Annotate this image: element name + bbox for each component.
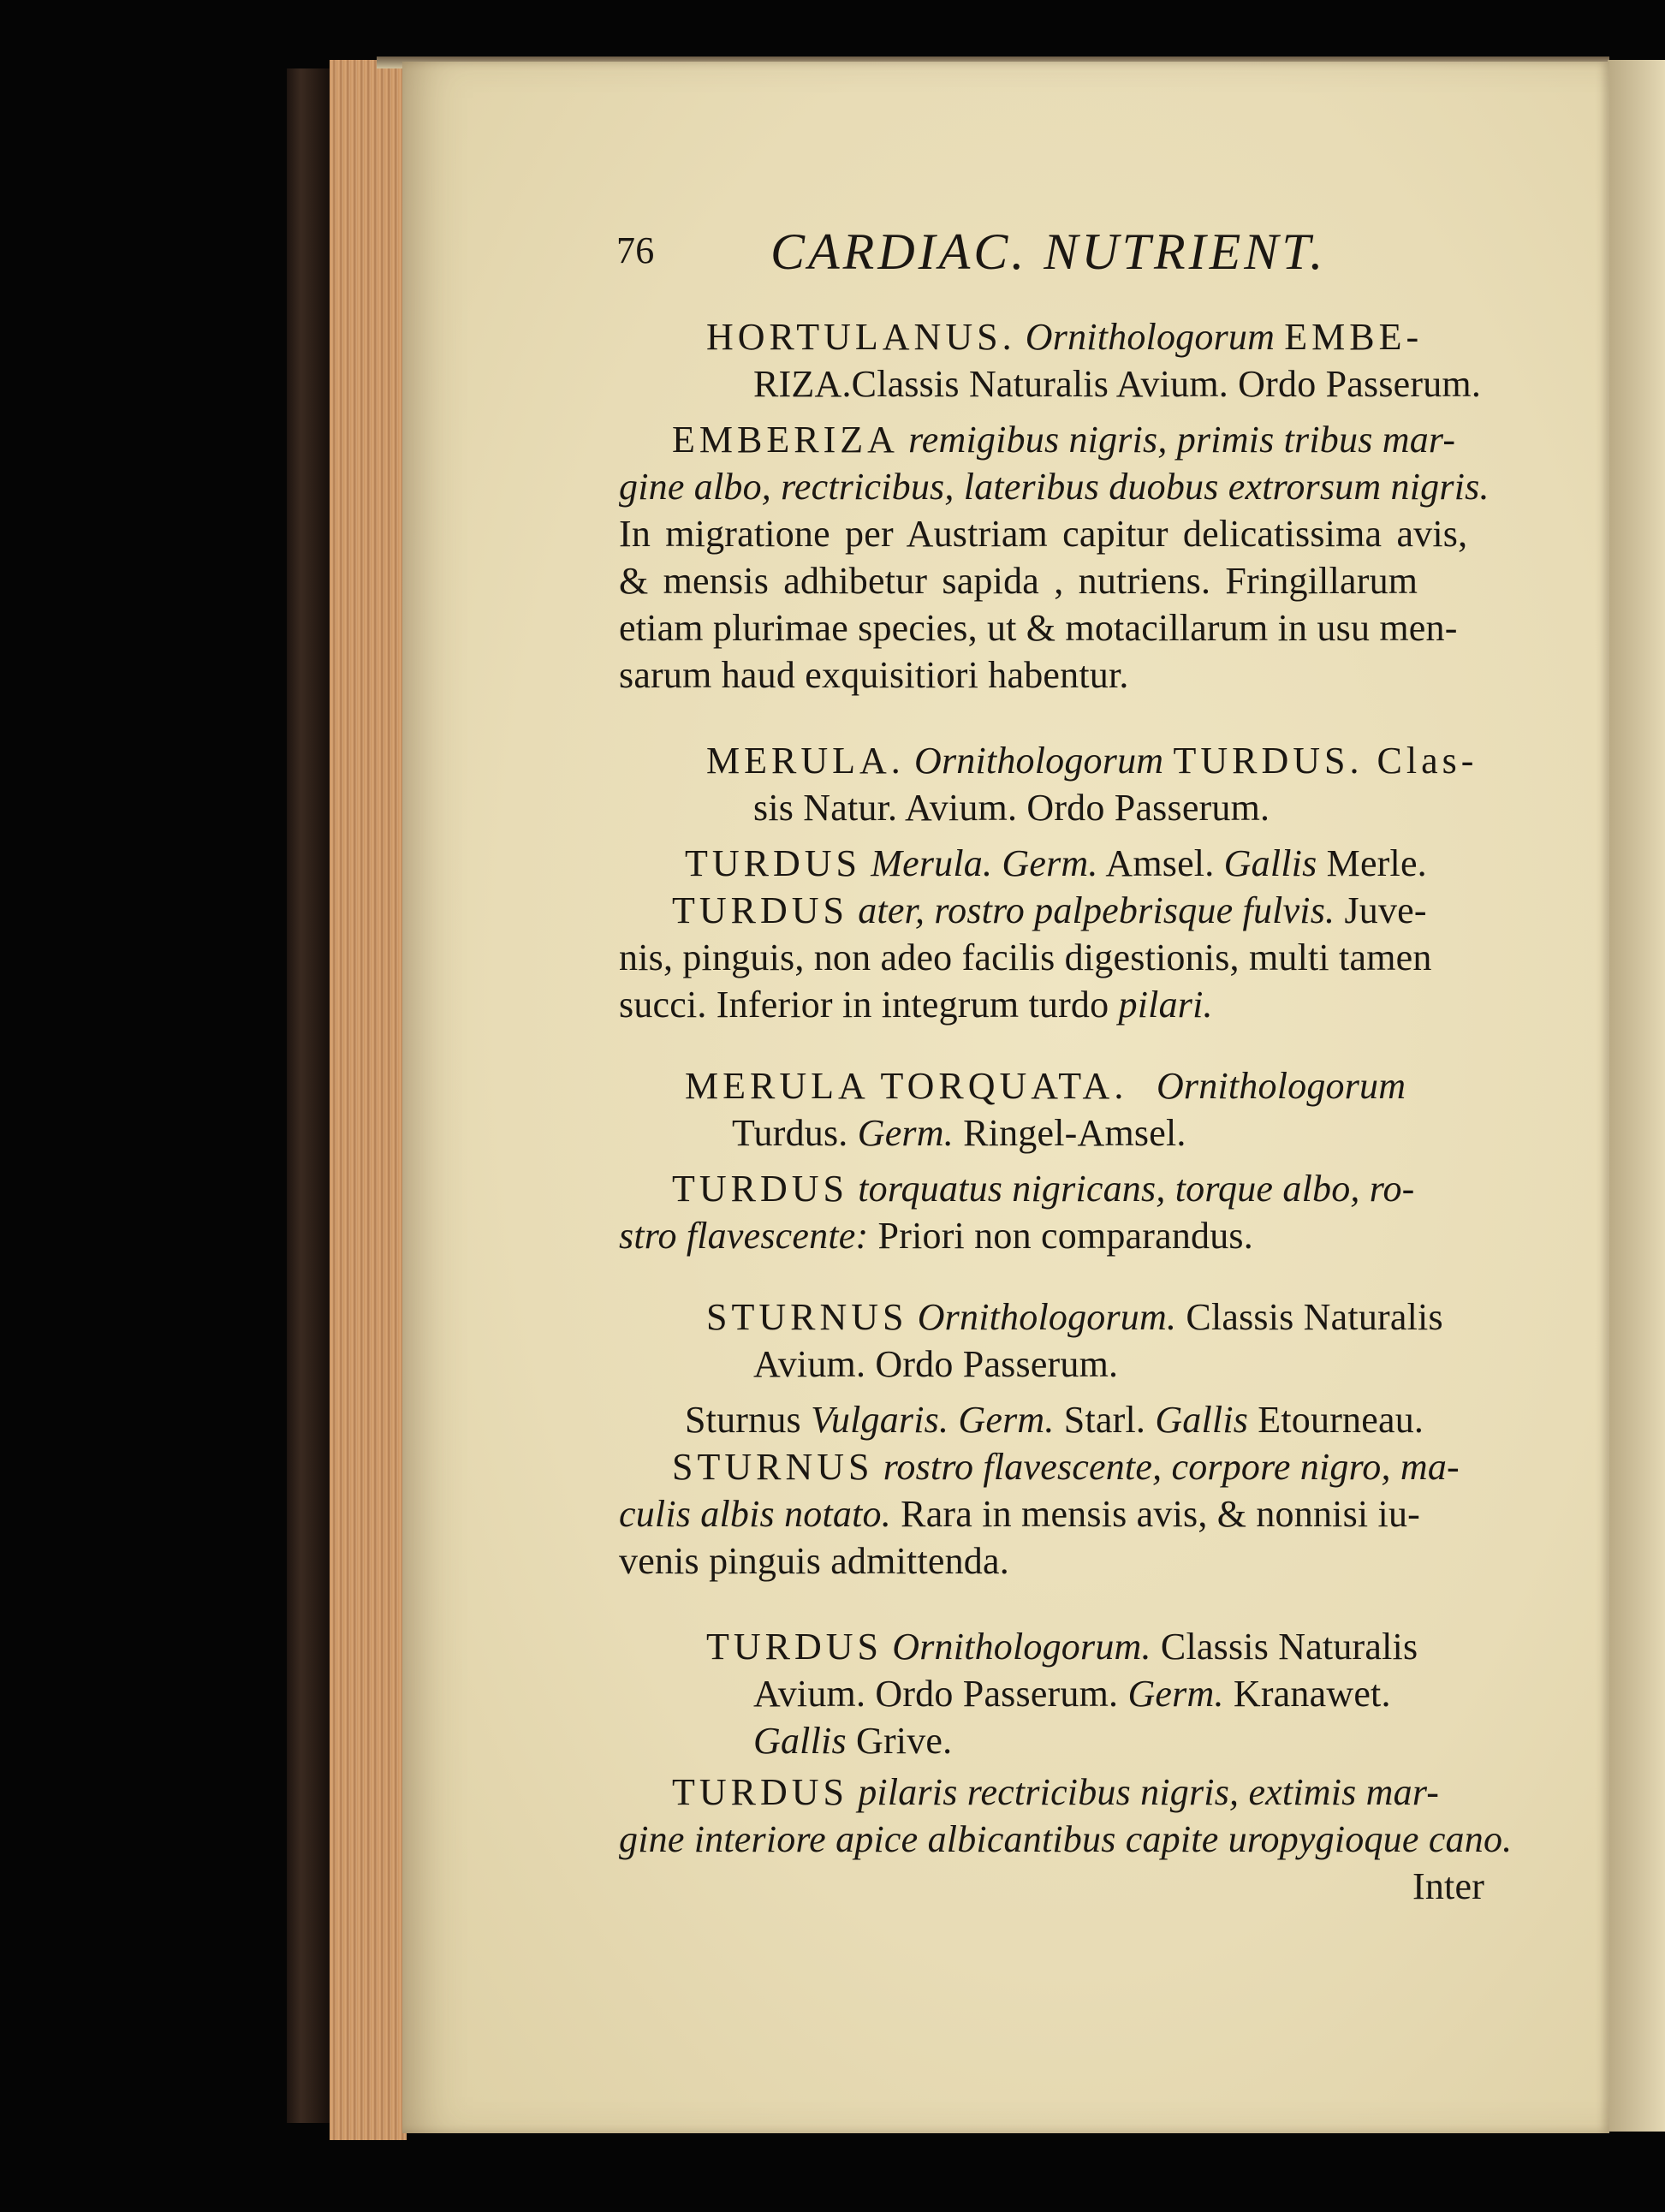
hortulanus-line-2: gine albo, rectricibus, lateribus duobus extrorsum nigris. <box>619 466 1490 508</box>
sturnus-heading: STURNUS Ornithologorum. Classis Naturalis <box>706 1296 1443 1338</box>
merula-torquata-heading: MERULA TORQUATA. Ornithologorum <box>685 1065 1406 1107</box>
sturnus-line-2: culis albis notato. Rara in mensis avis, & nonnisi iu- <box>619 1493 1420 1535</box>
hortulanus-line-3: In migratione per Austriam capitur delicatissima avis, <box>619 513 1468 555</box>
sturnus-line-1: STURNUS rostro flavescente, corpore nigro, ma- <box>672 1446 1460 1488</box>
hortulanus-line-5: etiam plurimae species, ut & motacillarum in usu men- <box>619 607 1458 649</box>
turdus-line-2: gine interiore apice albicantibus capite uropygioque cano. <box>619 1818 1513 1860</box>
hortulanus-heading: HORTULANUS. Ornithologorum EMBE- <box>706 316 1424 358</box>
catchword: Inter <box>1412 1865 1485 1907</box>
book-spine <box>287 68 334 2123</box>
merula-heading: MERULA. Ornithologorum TURDUS. Clas- <box>706 740 1478 782</box>
merula-torquata-synonyms: Turdus. Germ. Ringel-Amsel. <box>732 1112 1186 1154</box>
sturnus-line-3: venis pinguis admittenda. <box>619 1540 1009 1582</box>
merula-line-2: nis, pinguis, non adeo facilis digestionis, multi tamen <box>619 937 1432 978</box>
merula-classification: sis Natur. Avium. Ordo Passerum. <box>753 787 1270 829</box>
merula-line-1: TURDUS ater, rostro palpebrisque fulvis. Juve- <box>672 889 1427 931</box>
opposite-page <box>1608 60 1665 2132</box>
turdus-classification: Avium. Ordo Passerum. Germ. Kranawet. <box>753 1673 1391 1715</box>
book-page <box>402 62 1609 2133</box>
hortulanus-classification: RIZA.Classis Naturalis Avium. Ordo Passerum. <box>753 363 1482 405</box>
sturnus-synonyms: Sturnus Vulgaris. Germ. Starl. Gallis Etourneau. <box>685 1399 1424 1441</box>
turdus-heading: TURDUS Ornithologorum. Classis Naturalis <box>706 1626 1418 1668</box>
page-edges <box>330 60 407 2140</box>
turdus-line-1: TURDUS pilaris rectricibus nigris, extimis mar- <box>672 1771 1440 1813</box>
turdus-french-name: Gallis Grive. <box>753 1720 953 1762</box>
hortulanus-line-1: EMBERIZA remigibus nigris, primis tribus mar- <box>672 419 1456 461</box>
sturnus-classification: Avium. Ordo Passerum. <box>753 1343 1119 1385</box>
merula-line-3: succi. Inferior in integrum turdo pilari. <box>619 984 1213 1026</box>
merula-torquata-line-2: stro flavescente: Priori non comparandus. <box>619 1215 1253 1257</box>
running-title: CARDIAC. NUTRIENT. <box>770 223 1327 280</box>
page-number: 76 <box>616 229 655 271</box>
hortulanus-line-6: sarum haud exquisitiori habentur. <box>619 654 1129 696</box>
hortulanus-line-4: & mensis adhibetur sapida , nutriens. Fringillarum <box>619 560 1418 602</box>
merula-synonyms: TURDUS Merula. Germ. Amsel. Gallis Merle. <box>685 842 1427 884</box>
merula-torquata-line-1: TURDUS torquatus nigricans, torque albo, ro- <box>672 1168 1415 1210</box>
